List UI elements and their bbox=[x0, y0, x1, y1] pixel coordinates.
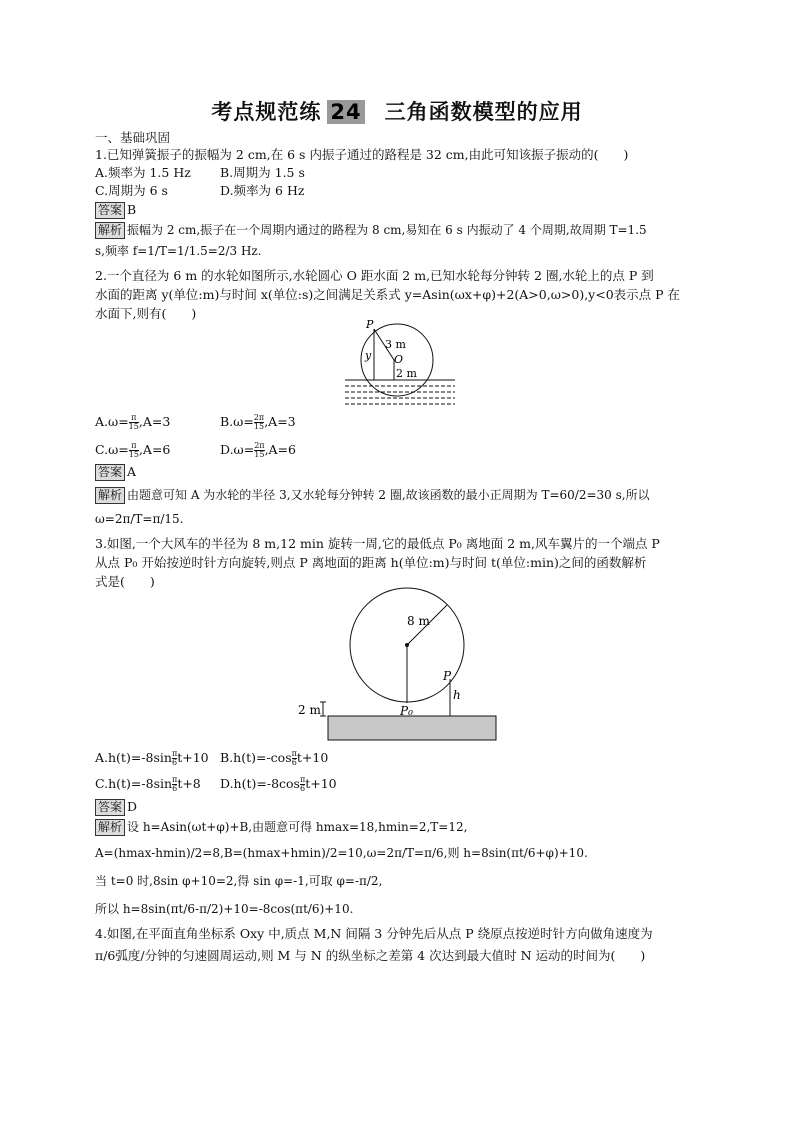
q2-line-2: 水面的距离 y(单位:m)与时间 x(单位:s)之间满足关系式 y=Asin(ωx+φ)+2(A>0,ω>0),y<0表示点 P 在 bbox=[95, 287, 681, 302]
q3-option-b: B.h(t)=-cos $\frac{\pi}{6}$ t+10 bbox=[220, 749, 329, 767]
q2-option-d: D.ω= $\frac{2\pi}{15}$ ,A=6 bbox=[220, 441, 297, 459]
windmill-diagram bbox=[290, 585, 510, 745]
q2-option-b: B.ω= $\frac{2\pi}{15}$ ,A=3 bbox=[220, 413, 296, 431]
q3-option-a: A.h(t)=-8sin $\frac{\pi}{6}$ t+10 bbox=[95, 749, 209, 767]
q1-answer: B bbox=[127, 202, 137, 217]
q4-line-1: 4.如图,在平面直角坐标系 Oxy 中,质点 M,N 间隔 3 分钟先后从点 P 绕原点按逆时针方向做角速度为 bbox=[95, 926, 653, 941]
q1-stem: 1.已知弹簧振子的振幅为 2 cm,在 6 s 内振子通过的路程是 32 cm,由此可知该振子振动的( ) bbox=[95, 147, 629, 162]
fig3-label-h: h bbox=[453, 688, 461, 702]
fig2-label-p: P bbox=[366, 318, 374, 331]
q3-option-d: D.h(t)=-8cos $\frac{\pi}{6}$ t+10 bbox=[220, 775, 337, 793]
fig3-label-radius: 8 m bbox=[407, 614, 430, 628]
q1-analysis-2: s,频率 f=1/T=1/1.5=2/3 Hz. bbox=[95, 244, 262, 258]
q2-analysis-row bbox=[95, 486, 650, 504]
water-wheel-diagram bbox=[330, 315, 470, 415]
q2-option-a: A.ω= $\frac{\pi}{15}$ ,A=3 bbox=[95, 413, 171, 431]
q1-analysis-1: 振幅为 2 cm,振子在一个周期内通过的路程为 8 cm,易知在 6 s 内振动了 4 个周期,故周期 T=1.5 bbox=[127, 223, 647, 237]
q1-answer-row bbox=[95, 200, 136, 219]
q1-option-d: D.频率为 6 Hz bbox=[220, 183, 305, 198]
answer-tag: 答案 bbox=[95, 799, 125, 816]
q2-answer: A bbox=[127, 464, 137, 479]
analysis-tag: 解析 bbox=[95, 222, 125, 239]
q4-line-2: π/6弧度/分钟的匀速圆周运动,则 M 与 N 的纵坐标之差第 4 次达到最大值时 N 运动的时间为( ) bbox=[95, 948, 646, 963]
answer-tag: 答案 bbox=[95, 202, 125, 219]
fig2-label-radius: 3 m bbox=[385, 338, 406, 351]
q1-option-b: B.周期为 1.5 s bbox=[220, 165, 305, 180]
q2-option-c: C.ω= $\frac{\pi}{15}$ ,A=6 bbox=[95, 441, 171, 459]
q1-option-a: A.频率为 1.5 Hz bbox=[95, 165, 191, 180]
fig3-label-p0: P₀ bbox=[400, 704, 413, 718]
fig3-label-p: P bbox=[443, 669, 452, 683]
q3-analysis-3: 当 t=0 时,8sin φ+10=2,得 sin φ=-1,可取 φ=-π/2, bbox=[95, 874, 383, 888]
q3-analysis-2: A=(hmax-hmin)/2=8,B=(hmax+hmin)/2=10,ω=2π/T=π/6,则 h=8sin(πt/6+φ)+10. bbox=[95, 846, 588, 860]
q3-answer-row bbox=[95, 797, 137, 816]
q3-answer: D bbox=[127, 799, 138, 814]
q3-line-1: 3.如图,一个大风车的半径为 8 m,12 min 旋转一周,它的最低点 P₀ 离地面 2 m,风车翼片的一个端点 P bbox=[95, 536, 660, 551]
fig2-label-o: O bbox=[394, 353, 404, 366]
q2-line-3: 水面下,则有( ) bbox=[95, 306, 197, 321]
q1-analysis-row bbox=[95, 221, 647, 239]
q3-option-c: C.h(t)=-8sin $\frac{\pi}{6}$ t+8 bbox=[95, 775, 201, 793]
title-number: 24 bbox=[327, 100, 364, 124]
section-heading: 一、基础巩固 bbox=[95, 130, 171, 145]
answer-tag: 答案 bbox=[95, 464, 125, 481]
q3-line-3: 式是( ) bbox=[95, 574, 155, 589]
q3-analysis-4: 所以 h=8sin(πt/6-π/2)+10=-8cos(πt/6)+10. bbox=[95, 902, 354, 916]
title-topic: 三角函数模型的应用 bbox=[384, 100, 583, 124]
fig2-label-depth: 2 m bbox=[396, 367, 417, 380]
q2-answer-row bbox=[95, 462, 136, 481]
q1-option-c: C.周期为 6 s bbox=[95, 183, 168, 198]
q2-analysis-2: ω=2π/T=π/15. bbox=[95, 512, 184, 526]
page-title bbox=[0, 96, 794, 126]
analysis-tag: 解析 bbox=[95, 819, 125, 836]
q3-line-2: 从点 P₀ 开始按逆时针方向旋转,则点 P 离地面的距离 h(单位:m)与时间 t(单位:min)之间的函数解析 bbox=[95, 555, 647, 570]
q3-analysis-row bbox=[95, 818, 467, 836]
q3-analysis-1: 设 h=Asin(ωt+φ)+B,由题意可得 hmax=18,hmin=2,T=12, bbox=[127, 820, 468, 834]
q2-line-1: 2.一个直径为 6 m 的水轮如图所示,水轮圆心 O 距水面 2 m,已知水轮每分钟转 2 圈,水轮上的点 P 到 bbox=[95, 268, 654, 283]
title-prefix: 考点规范练 bbox=[211, 100, 322, 124]
fig3-label-ground: 2 m bbox=[298, 703, 321, 717]
fig2-label-y: y bbox=[365, 349, 372, 362]
analysis-tag: 解析 bbox=[95, 487, 125, 504]
q2-analysis-1: 由题意可知 A 为水轮的半径 3,又水轮每分钟转 2 圈,故该函数的最小正周期为 T=60/2=30 s,所以 bbox=[127, 488, 650, 502]
